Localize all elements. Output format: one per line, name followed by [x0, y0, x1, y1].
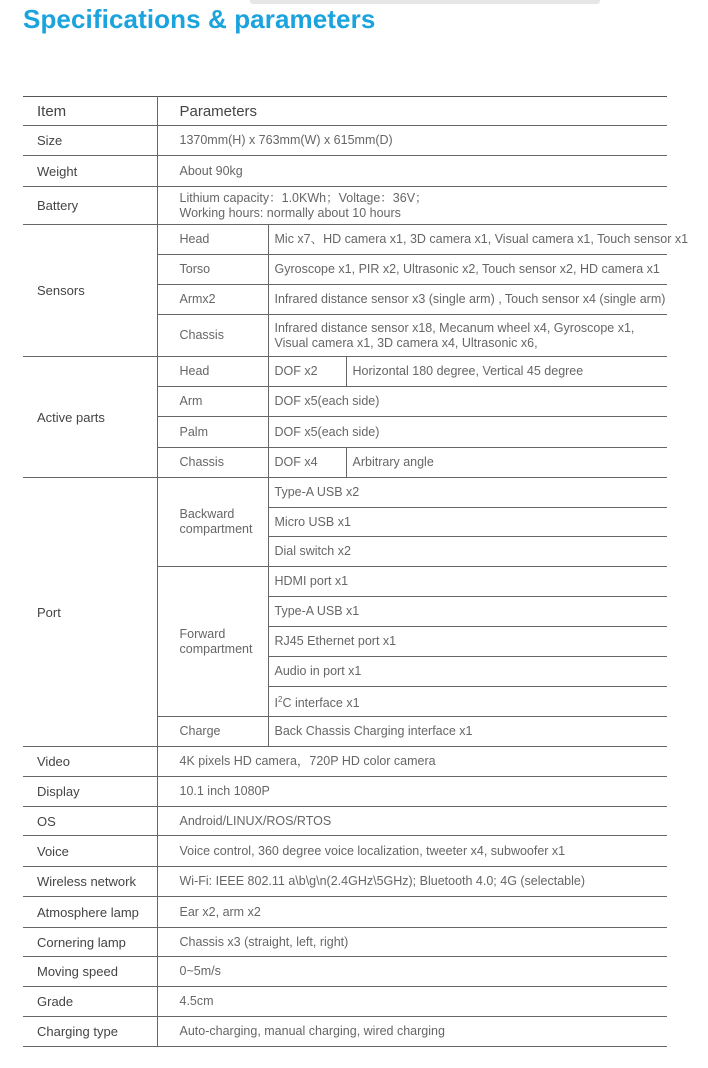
- sensors-armx2-value: Infrared distance sensor x3 (single arm) , Touch sensor x4 (single arm): [268, 285, 667, 315]
- table-row: [23, 225, 667, 255]
- weight-value: About 90kg: [157, 156, 667, 187]
- row-label: Cornering lamp: [23, 928, 157, 957]
- table-row: [23, 187, 667, 225]
- port-label: Port: [23, 478, 157, 747]
- forward-item-i2c: [268, 687, 667, 717]
- row-label: Wireless network: [23, 867, 157, 897]
- sensors-head-value: Mic x7、HD camera x1, 3D camera x1, Visual camera x1, Touch sensor x1: [268, 225, 667, 255]
- table-row: [23, 807, 667, 836]
- row-label: Voice: [23, 836, 157, 867]
- table-row: [23, 747, 667, 777]
- table-row: [23, 928, 667, 957]
- backward-compartment-label: [157, 478, 268, 567]
- forward-compartment-label: [157, 567, 268, 717]
- forward-item: RJ45 Ethernet port x1: [268, 627, 667, 657]
- table-row: [23, 867, 667, 897]
- active-parts-label: Active parts: [23, 357, 157, 478]
- page-title: Specifications & parameters: [23, 4, 376, 34]
- table-row: [23, 126, 667, 156]
- row-value: Wi-Fi: IEEE 802.11 a\b\g\n(2.4GHz\5GHz); Bluetooth 4.0; 4G (selectable): [157, 867, 667, 897]
- active-chassis-dof: DOF x4: [268, 448, 346, 478]
- header-row: [23, 97, 667, 126]
- forward-item: Audio in port x1: [268, 657, 667, 687]
- table-row: [23, 156, 667, 187]
- battery-line-1: Lithium capacity：1.0KWh；Voltage：36V；: [179, 190, 428, 205]
- size-label: Size: [23, 126, 157, 156]
- table-row: [23, 957, 667, 987]
- active-palm-label: Palm: [157, 417, 268, 448]
- table-row: [23, 987, 667, 1017]
- forward-item: HDMI port x1: [268, 567, 667, 597]
- battery-label: Battery: [23, 187, 157, 225]
- row-label: Moving speed: [23, 957, 157, 987]
- backward-line-1: Backward: [179, 507, 235, 521]
- row-label: Atmosphere lamp: [23, 897, 157, 928]
- row-value: Ear x2, arm x2: [157, 897, 667, 928]
- sensors-head-label: Head: [157, 225, 268, 255]
- i2c-superscript: 2: [277, 694, 283, 704]
- forward-item: Type-A USB x1: [268, 597, 667, 627]
- row-value: Auto-charging, manual charging, wired charging: [157, 1017, 667, 1047]
- row-value: Chassis x3 (straight, left, right): [157, 928, 667, 957]
- active-head-dof: DOF x2: [268, 357, 346, 387]
- row-label: OS: [23, 807, 157, 836]
- row-label: Video: [23, 747, 157, 777]
- forward-line-1: Forward: [179, 626, 226, 641]
- battery-value: [157, 187, 667, 225]
- table-row: [23, 1017, 667, 1047]
- row-value: Voice control, 360 degree voice localization, tweeter x4, subwoofer x1: [157, 836, 667, 867]
- active-chassis-detail: Arbitrary angle: [346, 448, 667, 478]
- row-value: 4K pixels HD camera，720P HD color camera: [157, 747, 667, 777]
- sensors-torso-label: Torso: [157, 255, 268, 285]
- table-row: [23, 357, 667, 387]
- table-row: [23, 478, 667, 508]
- item-header: Item: [23, 97, 157, 126]
- forward-line-2: compartment: [179, 641, 253, 656]
- row-label: Charging type: [23, 1017, 157, 1047]
- table-row: [23, 777, 667, 807]
- sensors-chassis-value: [268, 315, 667, 357]
- active-arm-label: Arm: [157, 387, 268, 417]
- charge-label: Charge: [157, 717, 268, 747]
- size-value: 1370mm(H) x 763mm(W) x 615mm(D): [157, 126, 667, 156]
- sensors-chassis-label: Chassis: [157, 315, 268, 357]
- active-head-label: Head: [157, 357, 268, 387]
- sensors-chassis-line-2: Visual camera x1, 3D camera x4, Ultrasonic x6,: [274, 335, 538, 350]
- backward-item: Type-A USB x2: [268, 478, 667, 508]
- active-chassis-label: Chassis: [157, 448, 268, 478]
- row-value: Android/LINUX/ROS/RTOS: [157, 807, 667, 836]
- row-label: Grade: [23, 987, 157, 1017]
- backward-item: Dial switch x2: [268, 537, 667, 567]
- table-row: [23, 836, 667, 867]
- table-row: [23, 897, 667, 928]
- i2c-prefix: I: [274, 696, 278, 711]
- i2c-rest: C interface x1: [282, 696, 360, 711]
- sensors-armx2-label: Armx2: [157, 285, 268, 315]
- active-arm-dof: DOF x5(each side): [268, 387, 667, 417]
- backward-item: Micro USB x1: [268, 508, 667, 537]
- row-label: Display: [23, 777, 157, 807]
- sensors-torso-value: Gyroscope x1, PIR x2, Ultrasonic x2, Touch sensor x2, HD camera x1: [268, 255, 667, 285]
- row-value: 10.1 inch 1080P: [157, 777, 667, 807]
- weight-label: Weight: [23, 156, 157, 187]
- backward-line-2: compartment: [179, 522, 253, 536]
- row-value: 0~5m/s: [157, 957, 667, 987]
- battery-line-2: Working hours: normally about 10 hours: [179, 205, 401, 220]
- active-palm-dof: DOF x5(each side): [268, 417, 667, 448]
- active-head-detail: Horizontal 180 degree, Vertical 45 degree: [346, 357, 667, 387]
- row-value: 4.5cm: [157, 987, 667, 1017]
- charge-value: Back Chassis Charging interface x1: [268, 717, 667, 747]
- sensors-label: Sensors: [23, 225, 157, 357]
- sensors-chassis-line-1: Infrared distance sensor x18, Mecanum wheel x4, Gyroscope x1,: [274, 320, 635, 335]
- parameters-header: Parameters: [157, 97, 667, 126]
- specifications-table: [23, 96, 689, 1047]
